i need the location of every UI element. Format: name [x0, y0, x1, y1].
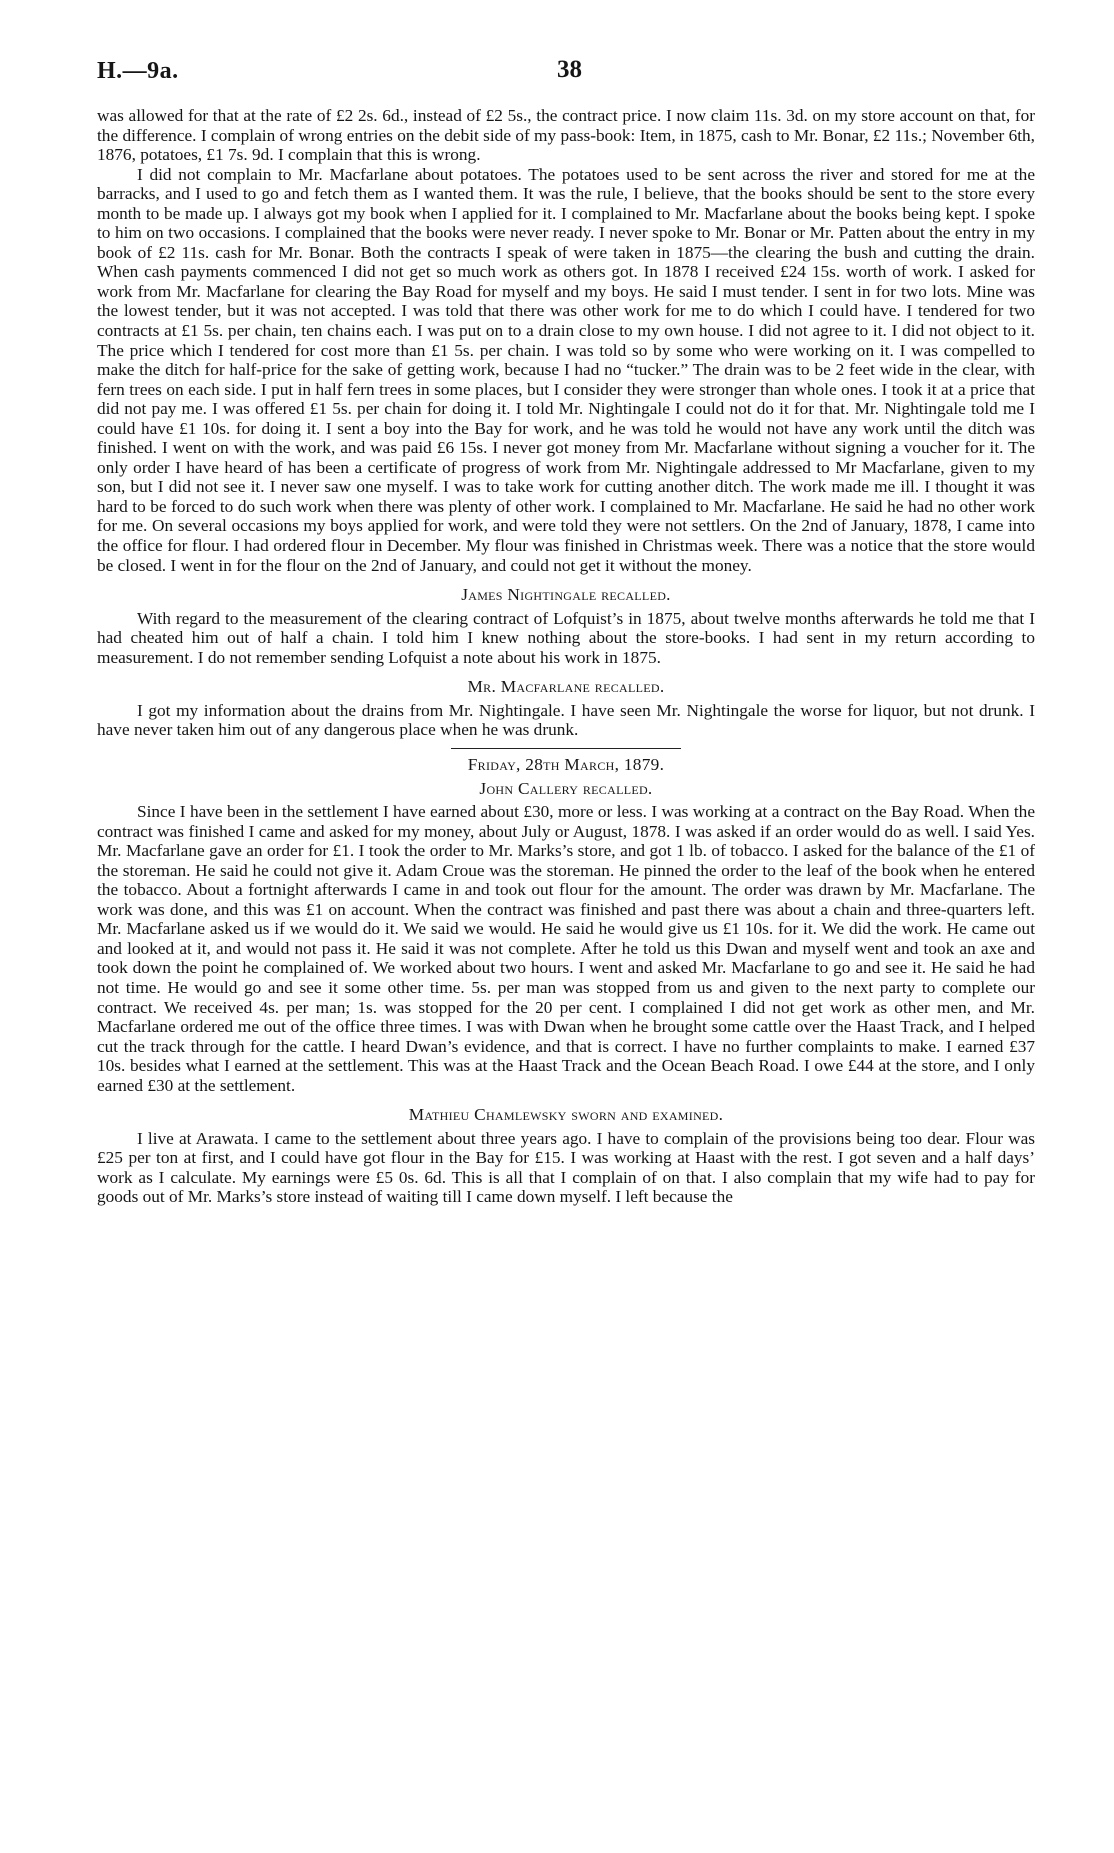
- section-divider: [451, 748, 681, 749]
- page-number: 38: [557, 56, 582, 83]
- paragraph: With regard to the measurement of the clearing contract of Lofquist’s in 1875, about twelve months afterwards he told me that I had cheated him out of half a chain. I told him I knew nothing about the store-books. I had sent in my return according to measurement. I do not remember sending Lofquist a note about his work in 1875.: [97, 608, 1035, 667]
- section-heading: John Callery recalled.: [479, 778, 653, 798]
- paragraph: I got my information about the drains from Mr. Nightingale. I have seen Mr. Nightingale the worse for liquor, but not drunk. I have never taken him out of any dangerous place when he was drunk.: [97, 700, 1035, 740]
- date-heading: Friday, 28th March, 1879.: [467, 754, 665, 774]
- paragraph: was allowed for that at the rate of £2 2s. 6d., instead of £2 5s., the contract price. I now claim 11s. 3d. on my store account on that, for the difference. I complain of wrong entries on the debit side of my pass-book: Item, in 1875, cash to Mr. Bonar, £2 11s.; November 6th, 1876, potatoes, £1 7s. 9d. I complain that this is wrong.: [97, 106, 1035, 165]
- section-heading: James Nightingale recalled.: [461, 585, 671, 605]
- section-heading: Mathieu Chamlewsky sworn and examined.: [408, 1105, 724, 1125]
- document-reference: H.—9a.: [97, 58, 179, 84]
- paragraph: I live at Arawata. I came to the settlement about three years ago. I have to complain of the provisions being too dear. Flour was £25 per ton at first, and I could have got flour in the Bay for £15. I was working at Haast with the rest. I got seven and a half days’ work as I calculate. My earnings were £5 0s. 6d. This is all that I complain of on that. I also complain that my wife had to pay for goods out of Mr. Marks’s store instead of waiting till I came down myself. I left because the: [97, 1128, 1035, 1207]
- paragraph: Since I have been in the settlement I have earned about £30, more or less. I was working at a contract on the Bay Road. When the contract was finished I came and asked for my money, about July or August, 1878. I was asked if an order would do as well. I said Yes. Mr. Macfarlane gave an order for £1. I took the order to Mr. Marks’s store, and got 1 lb. of tobacco. I asked for the balance of the £1 of the storeman. He said he could not give it. Adam Croue was the storeman. He pinned the order to the leaf of the book when he entered the tobacco. About a fortnight afterwards I came in and took out flour for the amount. The order was drawn by Mr. Macfarlane. The work was done, and this was £1 on account. When the contract was finished and past there was about a chain and three-quarters left. Mr. Macfarlane asked us if we would do it. We said we would. He said he would give us £1 10s. for it. We did the work. He came out and looked at it, and would not pass it. He said it was not complete. After he told us this Dwan and myself went and took an axe and took down the point he complained of. We worked about two hours. I went and asked Mr. Macfarlane to go and see it. He said he had not time. He would go and see it some other time. 5s. per man was stopped from us and given to the next party to complete our contract. We received 4s. per man; 1s. was stopped for the 20 per cent. I complained I did not get work as other men, and Mr. Macfarlane ordered me out of the office three times. I was with Dwan when he brought some cattle over the Haast Track, and I helped cut the track through for the cattle. I heard Dwan’s evidence, and that is correct. I have no further complaints to make. I earned £37 10s. besides what I earned at the settlement. This was at the Haast Track and the Ocean Beach Road. I owe £44 at the store, and I only earned £30 at the settlement.: [97, 802, 1035, 1095]
- paragraph: I did not complain to Mr. Macfarlane about potatoes. The potatoes used to be sent across the river and stored for me at the barracks, and I used to go and fetch them as I wanted them. It was the rule, I believe, that the books should be sent to the store every month to be made up. I always got my book when I applied for it. I complained to Mr. Macfarlane about the books being kept. I spoke to him on two occasions. I complained that the books were never ready. I never spoke to Mr. Bonar or Mr. Patten about the entry in my book of £2 11s. cash for Mr. Bonar. Both the contracts I speak of were taken in 1875—the clearing the bush and cutting the drain. When cash payments commenced I did not get so much work as others got. In 1878 I received £24 15s. worth of work. I asked for work from Mr. Macfarlane for clearing the Bay Road for myself and my boys. He said I must tender. I sent in for two lots. Mine was the lowest tender, but it was not accepted. I was told that there was other work for me to do which I could have. I tendered for two contracts at £1 5s. per chain, ten chains each. I was put on to a drain close to my own house. I did not agree to it. I did not object to it. The price which I tendered for cost more than £1 5s. per chain. I was told so by some who were working on it. I was compelled to make the ditch for half-price for the sake of getting work, because I had no “tucker.” The drain was to be 2 feet wide in the clear, with fern trees on each side. I put in half fern trees in some places, but I consider they were stronger than whole ones. I took it at a price that did not pay me. I was offered £1 5s. per chain for doing it. I told Mr. Nightingale I could not do it for that. Mr. Nightingale told me I could have £1 10s. for doing it. I sent a boy into the Bay for work, and he was told he would not have any work until the ditch was finished. I went on with the work, and was paid £6 15s. I never got money from Mr. Macfarlane without signing a voucher for it. The only order I have heard of has been a certificate of progress of work from Mr. Nightingale addressed to Mr Macfarlane, given to my son, but I did not see it. I never saw one myself. I was to take work for cutting another ditch. The work made me ill. I thought it was hard to be forced to do such work when there was plenty of other work. I complained to Mr. Macfarlane. He said he had no other work for me. On several occasions my boys applied for work, and were told they were not settlers. On the 2nd of January, 1878, I came into the office for flour. I had ordered flour in December. My flour was finished in Christmas week. There was a notice that the store would be closed. I went in for the flour on the 2nd of January, and could not get it without the money.: [97, 164, 1035, 575]
- section-heading: Mr. Macfarlane recalled.: [467, 677, 665, 697]
- document-body: [97, 106, 1035, 1207]
